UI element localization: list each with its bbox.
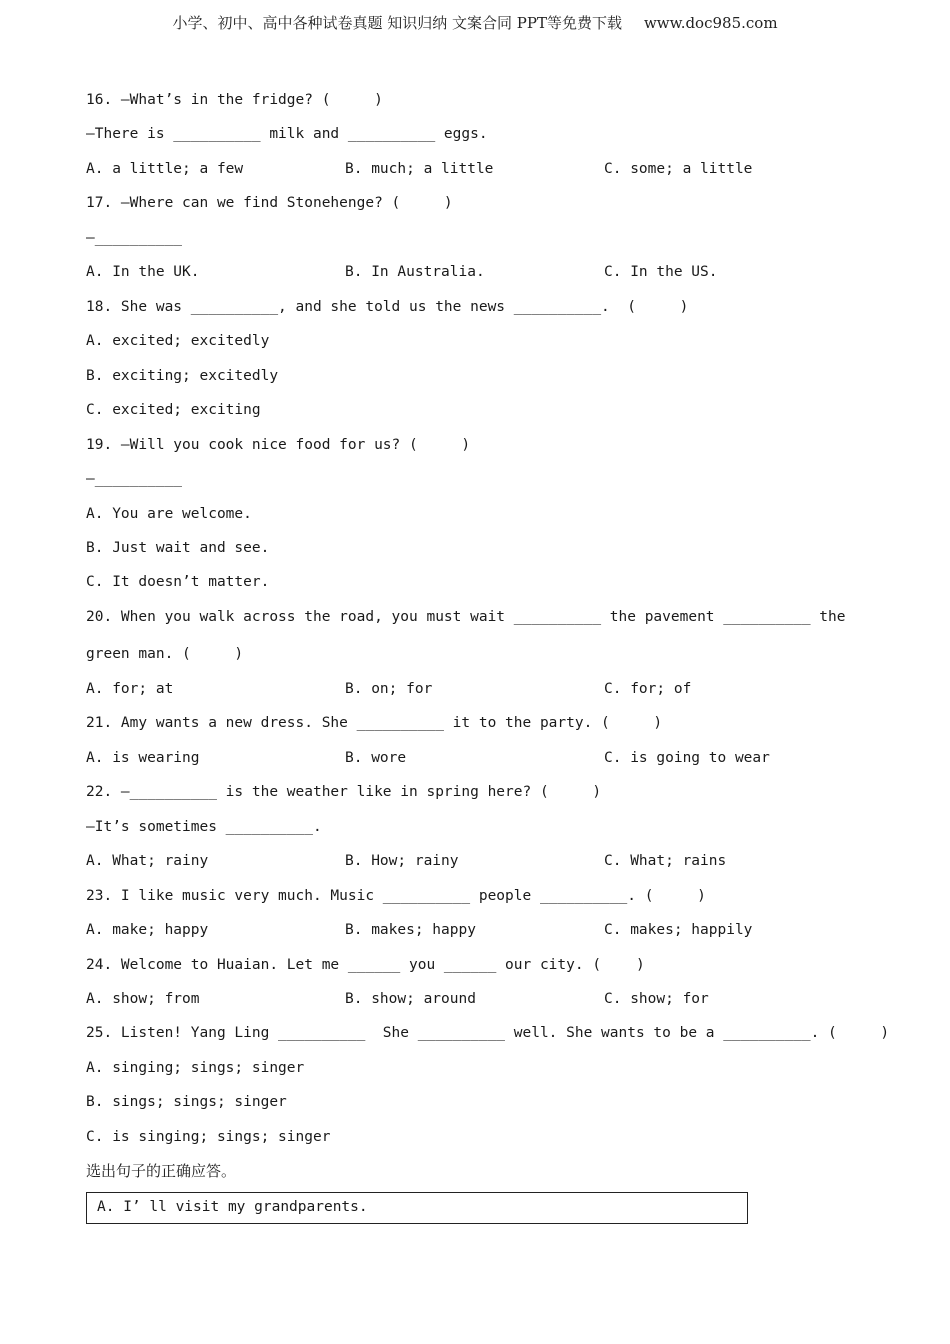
q16-option-a[interactable]: A. a little; a few bbox=[86, 161, 244, 177]
q16-line2: —There is __________ milk and __________ eggs. bbox=[86, 126, 488, 142]
q19-option-c[interactable]: C. It doesn’t matter. bbox=[86, 574, 270, 590]
q17-stem: 17. —Where can we find Stonehenge? ( ) bbox=[86, 195, 453, 211]
q23-option-b[interactable]: B. makes; happy bbox=[345, 922, 476, 938]
q20-stem: 20. When you walk across the road, you must wait __________ the pavement __________ the bbox=[86, 609, 846, 625]
q20-option-c[interactable]: C. for; of bbox=[604, 681, 692, 697]
q18-stem: 18. She was __________, and she told us the news __________. ( ) bbox=[86, 299, 689, 315]
q22-line2: —It’s sometimes __________. bbox=[86, 819, 322, 835]
q22-stem: 22. —__________ is the weather like in spring here? ( ) bbox=[86, 784, 602, 800]
q24-stem: 24. Welcome to Huaian. Let me ______ you ______ our city. ( ) bbox=[86, 957, 645, 973]
q20-line2: green man. ( ) bbox=[86, 646, 244, 662]
q16-stem: 16. —What’s in the fridge? ( ) bbox=[86, 92, 383, 108]
q21-option-a[interactable]: A. is wearing bbox=[86, 750, 200, 766]
q21-option-b[interactable]: B. wore bbox=[345, 750, 407, 766]
q19-stem: 19. —Will you cook nice food for us? ( ) bbox=[86, 437, 471, 453]
header-site: www.doc985.com bbox=[643, 14, 778, 32]
q22-option-b[interactable]: B. How; rainy bbox=[345, 853, 459, 869]
q23-option-c[interactable]: C. makes; happily bbox=[604, 922, 753, 938]
q21-option-c[interactable]: C. is going to wear bbox=[604, 750, 770, 766]
q17-line2: —__________ bbox=[86, 230, 183, 246]
q18-option-b[interactable]: B. exciting; excitedly bbox=[86, 368, 279, 384]
q19-option-a[interactable]: A. You are welcome. bbox=[86, 506, 252, 522]
q24-option-b[interactable]: B. show; around bbox=[345, 991, 476, 1007]
q19-line2: —__________ bbox=[86, 471, 183, 487]
q17-option-a[interactable]: A. In the UK. bbox=[86, 264, 200, 280]
q23-stem: 23. I like music very much. Music __________ people __________. ( ) bbox=[86, 888, 706, 904]
q22-option-a[interactable]: A. What; rainy bbox=[86, 853, 209, 869]
q18-option-c[interactable]: C. excited; exciting bbox=[86, 402, 261, 418]
q18-option-a[interactable]: A. excited; excitedly bbox=[86, 333, 270, 349]
q17-option-b[interactable]: B. In Australia. bbox=[345, 264, 485, 280]
answer-option-a[interactable]: A. I’ ll visit my grandparents. bbox=[97, 1199, 368, 1215]
q25-option-c[interactable]: C. is singing; sings; singer bbox=[86, 1129, 331, 1145]
header-text: 小学、初中、高中各种试卷真题 知识归纳 文案合同 PPT等免费下载 bbox=[172, 14, 622, 32]
q20-option-a[interactable]: A. for; at bbox=[86, 681, 174, 697]
answer-options-box bbox=[86, 1192, 748, 1224]
page-header bbox=[0, 12, 950, 33]
q23-option-a[interactable]: A. make; happy bbox=[86, 922, 209, 938]
q24-option-a[interactable]: A. show; from bbox=[86, 991, 200, 1007]
q16-option-b[interactable]: B. much; a little bbox=[345, 161, 494, 177]
q21-stem: 21. Amy wants a new dress. She __________ it to the party. ( ) bbox=[86, 715, 663, 731]
q17-option-c[interactable]: C. In the US. bbox=[604, 264, 718, 280]
q25-option-a[interactable]: A. singing; sings; singer bbox=[86, 1060, 305, 1076]
q25-stem: 25. Listen! Yang Ling __________ She __________ well. She wants to be a __________. ( ) bbox=[86, 1025, 890, 1041]
section-instruction: 选出句子的正确应答。 bbox=[86, 1162, 237, 1180]
q20-option-b[interactable]: B. on; for bbox=[345, 681, 433, 697]
q24-option-c[interactable]: C. show; for bbox=[604, 991, 709, 1007]
q22-option-c[interactable]: C. What; rains bbox=[604, 853, 727, 869]
q25-option-b[interactable]: B. sings; sings; singer bbox=[86, 1094, 287, 1110]
q19-option-b[interactable]: B. Just wait and see. bbox=[86, 540, 270, 556]
q16-option-c[interactable]: C. some; a little bbox=[604, 161, 753, 177]
